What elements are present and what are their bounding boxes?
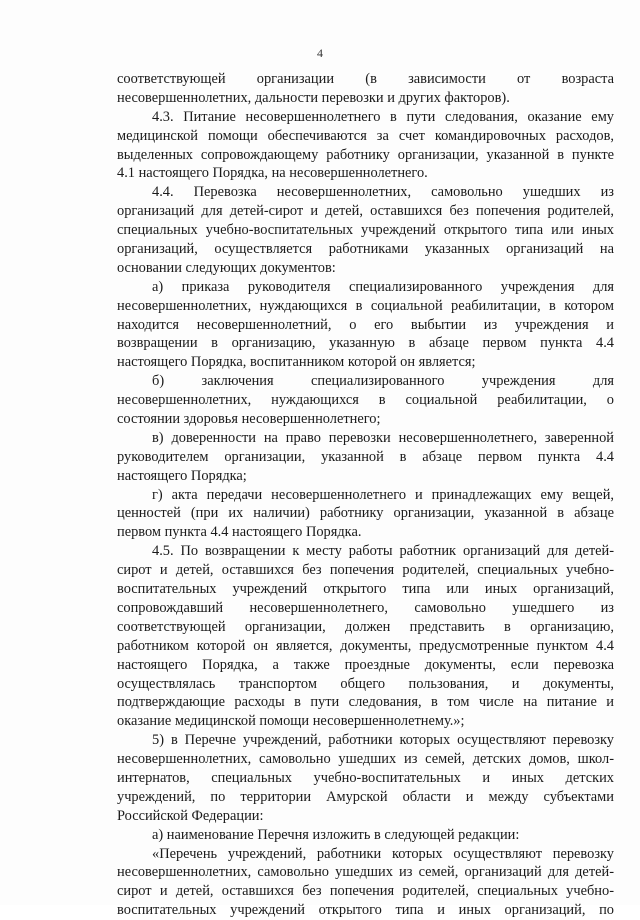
text-line: настоящего Порядка, а также проездные документы, если перевозка — [117, 656, 614, 673]
text-line: несовершеннолетних, нуждающихся в социальной реабилитации, о — [117, 392, 614, 409]
text-line: в) доверенности на право перевозки несовершеннолетнего, заверенной — [152, 429, 614, 446]
text-line: подтверждающие расходы в пути следования, в том числе на питание и — [117, 694, 614, 711]
text-line: соответствующей организации (в зависимости от возраста — [117, 71, 614, 87]
text-line: воспитательных учреждений открытого типа или иных организаций, — [117, 581, 614, 598]
text-line: «Перечень учреждений, работники которых осуществляют перевозку — [152, 845, 614, 862]
text-line: возвращении в организацию, указанную в абзаце первом пункта 4.4 — [117, 335, 614, 352]
text-line: воспитательных учреждений открытого типа и иных организаций, по — [117, 902, 614, 919]
text-line: сирот и детей, оставшихся без попечения родителей, специальных учебно- — [117, 883, 614, 900]
text-line: несовершеннолетних, дальности перевозки и других факторов). — [117, 89, 510, 106]
text-line: основании следующих документов: — [117, 259, 336, 276]
text-line: 4.1 настоящего Порядка, на несовершеннолетнего. — [117, 165, 428, 182]
text-line: интернатов, специальных учебно-воспитательных и иных детских — [117, 769, 614, 786]
text-line: настоящего Порядка; — [117, 467, 247, 484]
text-line: соответствующей организации, должен представить в организацию, — [117, 618, 614, 635]
text-line: 5) в Перечне учреждений, работники которых осуществляют перевозку — [152, 732, 614, 749]
text-line: первом пункта 4.4 настоящего Порядка. — [117, 524, 362, 541]
text-line: оказание медицинской помощи несовершеннолетнему.»; — [117, 713, 465, 730]
text-line: выделенных сопровождающему работнику организации, указанной в пункте — [117, 146, 614, 163]
document-body — [117, 70, 614, 920]
text-line: медицинской помощи обеспечиваются за счет командировочных расходов, — [117, 127, 614, 144]
text-line: осуществлялась транспортом общего пользования, и документы, — [117, 675, 614, 692]
text-line: сопровождавший несовершеннолетнего, самовольно ушедшего из — [117, 599, 614, 616]
text-line: а) приказа руководителя специализированного учреждения для — [152, 278, 614, 295]
text-line: 4.4. Перевозка несовершеннолетних, самовольно ушедших из — [152, 184, 614, 201]
text-line: работником которой он является, документы, предусмотренные пунктом 4.4 — [117, 637, 614, 654]
text-line: организаций для детей-сирот и детей, оставшихся без попечения родителей, — [117, 203, 614, 220]
page-number: 4 — [317, 46, 323, 60]
text-line: специальных учебно-воспитательных учреждений открытого типа или иных — [117, 222, 614, 239]
text-line: несовершеннолетних, нуждающихся в социальной реабилитации, в котором — [117, 297, 614, 314]
text-line: состоянии здоровья несовершеннолетнего; — [117, 411, 381, 428]
text-line: организаций, осуществляется работниками указанных организаций на — [117, 241, 614, 258]
text-line: настоящего Порядка, воспитанником которой он является; — [117, 354, 476, 371]
text-line: 4.3. Питание несовершеннолетнего в пути следования, оказание ему — [152, 108, 614, 125]
text-line: несовершеннолетних, самовольно ушедших из семей, организаций для детей- — [117, 864, 614, 881]
text-line: Российской Федерации: — [117, 807, 264, 824]
text-line: г) акта передачи несовершеннолетнего и принадлежащих ему вещей, — [152, 486, 614, 503]
text-line: ценностей (при их наличии) работнику организации, указанной в абзаце — [117, 505, 614, 522]
text-line: 4.5. По возвращении к месту работы работник организаций для детей- — [152, 543, 614, 560]
text-line: сирот и детей, оставшихся без попечения родителей, специальных учебно- — [117, 562, 614, 579]
text-line: руководителем организации, указанной в абзаце первом пункта 4.4 — [117, 448, 614, 465]
text-line: б) заключения специализированного учреждения для — [152, 373, 614, 390]
text-line: несовершеннолетних, самовольно ушедших из семей, детских домов, школ- — [117, 751, 614, 768]
text-line: учреждений, по территории Амурской области и между субъектами — [117, 788, 614, 805]
text-line: а) наименование Перечня изложить в следующей редакции: — [152, 826, 520, 843]
text-line: находится несовершеннолетний, о его выбытии из учреждения и — [117, 316, 614, 333]
